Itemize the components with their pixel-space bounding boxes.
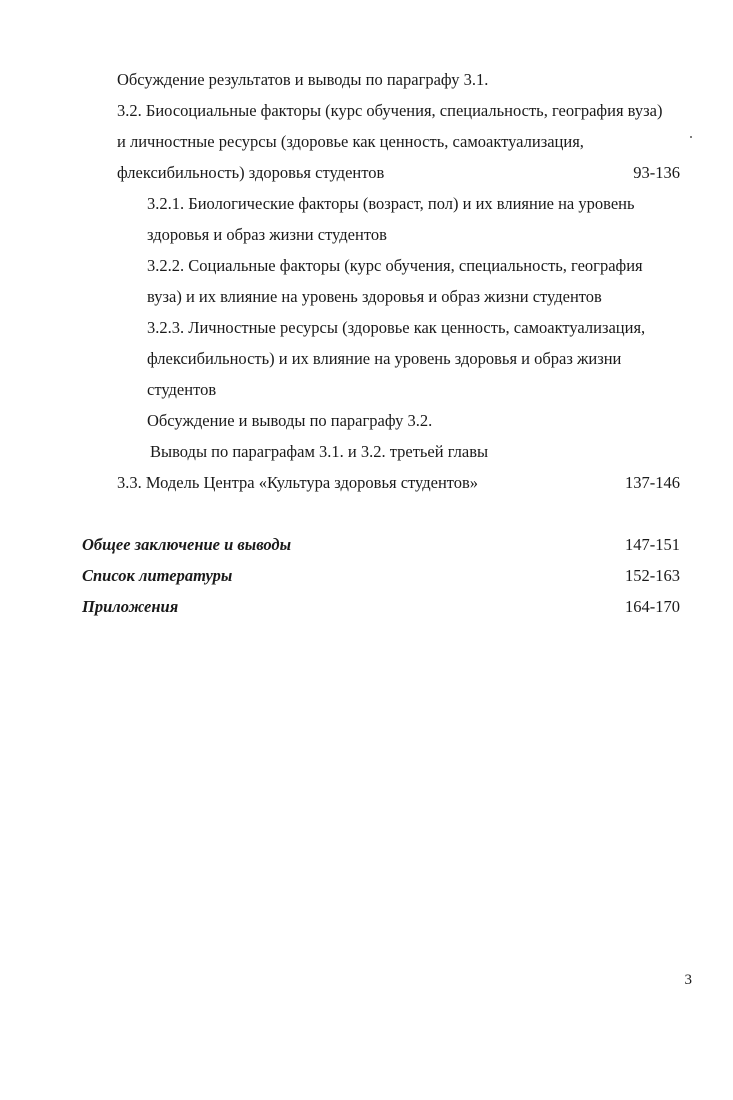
page-number: 3 xyxy=(684,972,692,988)
toc-entry-3-2-3-line-2: флексибильность) и их влияние на уровень здоровья и образ жизни xyxy=(147,349,622,368)
toc-section-references: Список литературы xyxy=(82,566,233,585)
toc-entry-3-2-2-line-2: вуза) и их влияние на уровень здоровья и образ жизни студентов xyxy=(147,287,602,306)
toc-entry-3-2-3-line-3: студентов xyxy=(147,380,217,399)
toc-entry-3-2-3-line-1: 3.2.3. Личностные ресурсы (здоровье как ценность, самоактуализация, xyxy=(147,318,646,337)
toc-section-conclusion: Общее заключение и выводы xyxy=(82,535,292,554)
toc-pages-appendices: 164-170 xyxy=(625,597,680,616)
scan-speck xyxy=(690,136,692,138)
toc-entry-3-3: 3.3. Модель Центра «Культура здоровья студентов» xyxy=(117,473,479,492)
toc-entry-3-2-line-3: флексибильность) здоровья студентов xyxy=(117,163,385,182)
toc-entry-3-2-1-line-2: здоровья и образ жизни студентов xyxy=(147,225,387,244)
toc-entry-discussion-3-1: Обсуждение результатов и выводы по параграфу 3.1. xyxy=(117,70,489,89)
toc-pages-3-2: 93-136 xyxy=(633,163,680,182)
toc-pages-3-3: 137-146 xyxy=(625,473,680,492)
toc-entry-3-2-1-line-1: 3.2.1. Биологические факторы (возраст, пол) и их влияние на уровень xyxy=(147,194,635,213)
toc-entry-discussion-3-2: Обсуждение и выводы по параграфу 3.2. xyxy=(147,411,433,430)
toc-pages-references: 152-163 xyxy=(625,566,680,585)
toc-section-appendices: Приложения xyxy=(82,597,179,616)
toc-pages-conclusion: 147-151 xyxy=(625,535,680,554)
toc-entry-3-2-2-line-1: 3.2.2. Социальные факторы (курс обучения, специальность, география xyxy=(147,256,643,275)
toc-entry-3-2-line-1: 3.2. Биосоциальные факторы (курс обучения, специальность, география вуза) xyxy=(117,101,663,120)
toc-entry-conclusions-ch3: Выводы по параграфам 3.1. и 3.2. третьей главы xyxy=(150,442,489,461)
toc-entry-3-2-line-2: и личностные ресурсы (здоровье как ценность, самоактуализация, xyxy=(117,132,584,151)
